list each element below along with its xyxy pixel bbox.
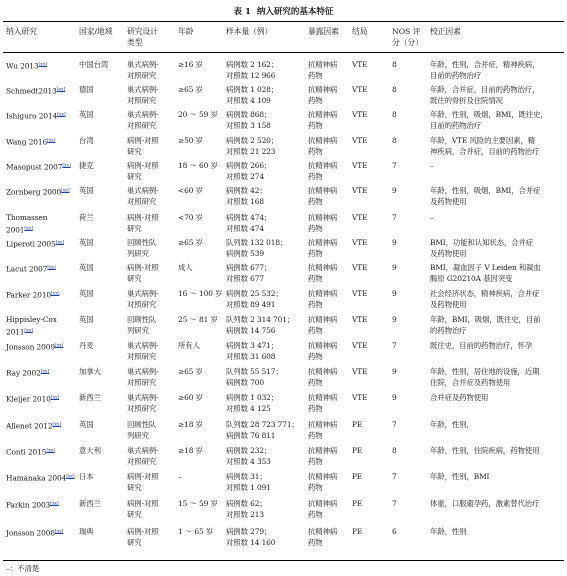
reference-link[interactable]: [xx]	[38, 62, 47, 67]
sample-cell: 病例数 677； 对照数 677	[226, 263, 272, 284]
study-cell	[6, 445, 55, 458]
reference-link[interactable]: [xx]	[66, 474, 75, 479]
outcome-cell: VTE	[352, 289, 368, 298]
reference-link[interactable]: [xx]	[46, 448, 55, 453]
study-cell	[6, 59, 47, 72]
outcome-cell: PE	[352, 527, 363, 536]
sample-cell: 病例数 1 028； 对照数 4 109	[226, 85, 279, 106]
study-name: Thomassen 2001	[6, 213, 48, 235]
sample-cell: 队列数 132 018； 病例数 539	[226, 238, 288, 259]
sample-cell: 病例数 279； 对照数 14 160	[226, 527, 276, 548]
design-cell: 巢式病例- 对照研究	[127, 85, 159, 106]
header-study: 纳入研究	[6, 27, 37, 36]
reference-link[interactable]: [xx]	[24, 328, 33, 334]
outcome-cell: VTE	[352, 136, 368, 145]
exposure-cell: 抗精神病 药物	[308, 289, 338, 310]
study-cell	[6, 237, 64, 250]
exposure-cell: 抗精神病 药物	[308, 213, 338, 234]
exposure-cell: 抗精神病 药物	[308, 186, 338, 207]
adjust-cell: 年龄，性别，吸烟，BMI，既往史， 目前的药物治疗	[430, 110, 548, 131]
design-cell: 巢式病例- 对照研究	[127, 186, 159, 207]
design-cell: 巢式病例- 对照研究	[127, 60, 159, 81]
nos-cell: 8	[392, 60, 397, 69]
age-cell: ≥16 岁	[178, 60, 203, 69]
study-name: Wang 2016	[6, 137, 48, 147]
outcome-cell: VTE	[352, 263, 368, 272]
study-cell	[6, 185, 69, 198]
age-cell: ≥65 岁	[178, 85, 203, 94]
study-cell	[6, 288, 59, 301]
design-cell: 回顾性队 列研究	[127, 238, 157, 259]
design-cell: 回顾性队 列研究	[127, 315, 157, 336]
nos-cell: 7	[392, 341, 397, 350]
reference-link[interactable]: [xx]	[52, 422, 61, 427]
design-cell: 病例-对照 研究	[127, 499, 159, 520]
outcome-cell: VTE	[352, 213, 368, 222]
age-cell: 20 ～ 59 岁	[178, 110, 218, 119]
sample-cell: 队列数 2 314 701； 病例数 14 756	[226, 315, 295, 336]
reference-link[interactable]: [xx]	[61, 188, 70, 193]
adjust-cell: 体重，口服避孕药，激素替代治疗	[430, 499, 540, 508]
adjust-cell: 既往史，目前的药物治疗，怀孕	[430, 341, 533, 350]
study-name: Allenet 2012	[6, 421, 53, 431]
reference-link[interactable]: [xx]	[57, 112, 66, 117]
study-cell	[6, 526, 63, 539]
nos-cell: 8	[392, 446, 397, 455]
outcome-cell: VTE	[352, 341, 368, 350]
country-cell: 英国	[79, 420, 94, 429]
study-name: Ishiguro 2014	[6, 111, 58, 121]
age-cell: 16 ～ 100 岁	[178, 289, 223, 298]
exposure-cell: 抗精神病 药物	[308, 263, 338, 284]
design-cell: 巢式病例- 对照研究	[127, 446, 159, 467]
study-name: Zornberg 2000	[6, 187, 62, 197]
age-cell: 15 ～ 59 岁	[178, 499, 218, 508]
study-cell	[6, 212, 47, 236]
study-name: Masopust 2007	[6, 162, 63, 172]
adjust-cell: BMI，凝血因子 V Leiden 和凝血 酶原 G20210A 基因突变	[430, 263, 541, 284]
sample-cell: 队列数 55 517； 病例数 700	[226, 367, 283, 388]
nos-cell: 9	[392, 289, 397, 298]
reference-link[interactable]: [xx]	[24, 226, 33, 232]
study-cell	[6, 366, 49, 379]
country-cell: 英国	[79, 289, 94, 298]
nos-cell: 7	[392, 420, 397, 429]
outcome-cell: VTE	[352, 367, 368, 376]
nos-cell: 7	[392, 213, 397, 222]
country-cell: 荷兰	[79, 213, 94, 222]
adjust-cell: 合并症及药物使用	[430, 393, 489, 402]
age-cell: ≥18 岁	[178, 446, 203, 455]
reference-link[interactable]: [xx]	[47, 265, 56, 270]
reference-link[interactable]: [xx]	[62, 163, 71, 168]
nos-cell: 7	[392, 161, 397, 170]
adjust-cell: 年龄，性别，居住地的设施，近期 住院，合并症及药物使用	[430, 367, 540, 388]
country-cell: 新西兰	[79, 499, 101, 508]
reference-link[interactable]: [xx]	[50, 501, 59, 506]
design-cell: 巢式病例- 对照研究	[127, 393, 159, 414]
design-cell: 巢式病例- 对照研究	[127, 289, 159, 310]
study-name: Jonsson 2008	[6, 528, 55, 538]
study-name: Conti 2015	[6, 447, 47, 457]
exposure-cell: 抗精神病 药物	[308, 393, 338, 414]
country-cell: 英国	[79, 186, 94, 195]
study-name: Parkin 2003	[6, 500, 51, 510]
country-cell: 丹麦	[79, 341, 94, 350]
country-cell: 英国	[79, 238, 94, 247]
country-cell: 英国	[79, 110, 94, 119]
study-cell	[6, 471, 75, 484]
country-cell: 日本	[79, 472, 94, 481]
sample-cell: 病例数 2 162； 对照数 12 966	[226, 60, 279, 81]
adjust-cell: 年龄，性别，住院疾病，药物使用	[430, 446, 540, 455]
adjust-cell: 社会经济状态，精神疾病，合并症 及药物使用	[430, 289, 540, 310]
study-cell	[6, 314, 57, 338]
reference-link[interactable]: [xx]	[55, 240, 64, 245]
exposure-cell: 抗精神病 药物	[308, 238, 338, 259]
age-cell: 25 ～ 81 岁	[178, 315, 218, 324]
outcome-cell: VTE	[352, 161, 368, 170]
exposure-cell: 抗精神病 药物	[308, 499, 338, 520]
exposure-cell: 抗精神病 药物	[308, 420, 338, 441]
outcome-cell: VTE	[352, 238, 368, 247]
exposure-cell: 抗精神病 药物	[308, 472, 338, 493]
sample-cell: 病例数 2 520； 对照数 21 223	[226, 136, 279, 157]
outcome-cell: VTE	[352, 186, 368, 195]
adjust-cell: 年龄，性别	[430, 527, 467, 536]
nos-cell: 7	[392, 472, 397, 481]
study-name: Kleijer 2010	[6, 394, 51, 404]
study-name: Schmedt2013	[6, 86, 57, 96]
adjust-cell: 年龄，性别，合并症，精神疾病， 目前的药物治疗	[430, 60, 540, 81]
adjust-cell: BMI，功能和认知状态，合并症 及药物使用	[430, 238, 534, 259]
adjust-cell: –	[430, 161, 434, 170]
country-cell: 新西兰	[79, 393, 101, 402]
nos-cell: 9	[392, 263, 397, 272]
age-cell: <70 岁	[178, 213, 203, 222]
header-sample: 样本量（例）	[226, 27, 273, 36]
sample-cell: 病例数 42； 对照数 168	[226, 186, 267, 207]
nos-cell: 8	[392, 136, 397, 145]
age-cell: ≥60 岁	[178, 393, 203, 402]
bottom-rule	[3, 560, 564, 561]
exposure-cell: 抗精神病 药物	[308, 60, 338, 81]
exposure-cell: 抗精神病 药物	[308, 110, 338, 131]
country-cell: 台湾	[79, 136, 94, 145]
nos-cell: 8	[392, 110, 397, 119]
age-cell: 所有人	[178, 341, 200, 350]
study-name: Hippisley-Cox 2011	[6, 315, 57, 337]
header-exposure: 暴露因素	[308, 27, 339, 36]
study-name: Wu 2013	[6, 61, 39, 71]
nos-cell: 9	[392, 238, 397, 247]
sample-cell: 病例数 474； 对照数 474	[226, 213, 272, 234]
sample-cell: 病例数 25 532； 对照数 89 491	[226, 289, 283, 310]
adjust-cell: –	[430, 213, 434, 222]
country-cell: 意大利	[79, 446, 101, 455]
outcome-cell: VTE	[352, 85, 368, 94]
reference-link[interactable]: [xx]	[56, 87, 66, 92]
study-cell	[6, 419, 61, 432]
age-cell: 18 ～ 60 岁	[178, 161, 218, 170]
exposure-cell: 抗精神病 药物	[308, 315, 338, 336]
sample-cell: 病例数 31； 对照数 1 091	[226, 472, 271, 493]
outcome-cell: VTE	[352, 110, 368, 119]
country-cell: 德国	[79, 85, 94, 94]
exposure-cell: 抗精神病 药物	[308, 367, 338, 388]
outcome-cell: PE	[352, 420, 363, 429]
nos-cell: 9	[392, 315, 397, 324]
nos-cell: 9	[392, 186, 397, 195]
outcome-cell: PE	[352, 499, 363, 508]
age-cell: 成人	[178, 263, 193, 272]
study-name: Ray 2002	[6, 368, 41, 378]
sample-cell: 病例数 868； 对照数 3 158	[226, 110, 272, 131]
reference-link[interactable]: [xx]	[54, 343, 64, 348]
sample-cell: 病例数 232； 对照数 4 353	[226, 446, 272, 467]
table-caption	[0, 5, 567, 17]
reference-link[interactable]: [xx]	[51, 291, 60, 296]
design-cell: 病例-对照 研究	[127, 136, 159, 157]
age-cell: ≥18 岁	[178, 420, 203, 429]
design-cell: 病例-对照 研究	[127, 263, 159, 284]
outcome-cell: VTE	[352, 393, 368, 402]
nos-cell: 9	[392, 393, 397, 402]
study-name: Liperoti 2005	[6, 239, 56, 249]
age-cell: ≥50 岁	[178, 136, 203, 145]
adjust-cell: 年龄，BMI，吸烟，既往史，目前 的药物治疗	[430, 315, 541, 336]
nos-cell: 7	[392, 499, 397, 508]
table-footnote: –：不清楚	[6, 564, 40, 573]
study-name: Lacut 2007	[6, 264, 48, 274]
adjust-cell: 年龄，性别，吸烟，BMI，合并症 及药物使用	[430, 186, 541, 207]
study-cell	[6, 498, 59, 511]
study-name: Hamanaka 2004	[6, 473, 67, 483]
header-country: 国家/地域	[79, 27, 113, 36]
header-rule	[3, 52, 564, 53]
adjust-cell: 年龄，性别，BMI	[430, 472, 490, 481]
study-cell	[6, 262, 56, 275]
reference-link[interactable]: [xx]	[47, 138, 56, 143]
header-outcome: 结局	[352, 27, 368, 36]
country-cell: 英国	[79, 315, 94, 324]
study-cell	[6, 340, 63, 353]
design-cell: 病例-对照 研究	[127, 161, 159, 182]
header-design: 研究设计 类型	[127, 27, 158, 47]
nos-cell: 6	[392, 527, 397, 536]
country-cell: 瑞典	[79, 527, 94, 536]
table-label: 表 1	[233, 7, 251, 17]
study-cell	[6, 109, 66, 122]
study-cell	[6, 160, 71, 173]
design-cell: 巢式病例- 对照研究	[127, 367, 159, 388]
study-name: Parker 2010	[6, 290, 52, 300]
country-cell: 英国	[79, 263, 94, 272]
adjust-cell: 年龄，VTE 风险的主要因素，精 神疾病，合并症，目前的药物治疗	[430, 136, 540, 157]
top-rule	[3, 21, 564, 22]
country-cell: 捷克	[79, 161, 94, 170]
design-cell: 病例-对照 研究	[127, 472, 159, 493]
exposure-cell: 抗精神病 药物	[308, 446, 338, 467]
nos-cell: 8	[392, 85, 397, 94]
outcome-cell: PE	[352, 472, 363, 481]
outcome-cell: VTE	[352, 315, 368, 324]
header-adjust: 校正因素	[430, 27, 461, 36]
reference-link[interactable]: [xx]	[40, 369, 50, 374]
age-cell: 1 ～ 65 岁	[178, 527, 214, 536]
adjust-cell: 年龄，性别，	[430, 420, 474, 429]
reference-link[interactable]: [xx]	[54, 529, 64, 534]
sample-cell: 病例数 3 471； 对照数 31 608	[226, 341, 279, 362]
study-cell	[6, 392, 59, 405]
design-cell: 巢式病例- 对照研究	[127, 110, 159, 131]
study-cell	[6, 84, 65, 97]
design-cell: 病例-对照 研究	[127, 527, 159, 548]
sample-cell: 病例数 1 032； 对照数 4 125	[226, 393, 279, 414]
exposure-cell: 抗精神病 药物	[308, 527, 338, 548]
sample-cell: 队列数 28 723 771； 病例数 76 811	[226, 420, 299, 441]
outcome-cell: VTE	[352, 60, 368, 69]
exposure-cell: 抗精神病 药物	[308, 136, 338, 157]
reference-link[interactable]: [xx]	[50, 395, 60, 400]
age-cell: ≥65 岁	[178, 367, 203, 376]
header-age: 年龄	[178, 27, 194, 36]
exposure-cell: 抗精神病 药物	[308, 161, 338, 182]
country-cell: 加拿大	[79, 367, 101, 376]
age-cell: –	[178, 472, 182, 481]
exposure-cell: 抗精神病 药物	[308, 85, 338, 106]
age-cell: ≥65 岁	[178, 238, 203, 247]
header-nos: NOS 评 分（分）	[392, 27, 423, 47]
study-cell	[6, 135, 55, 148]
age-cell: <60 岁	[178, 186, 203, 195]
design-cell: 病例-对照 研究	[127, 213, 159, 234]
outcome-cell: PE	[352, 446, 363, 455]
sample-cell: 病例数 62； 对照数 213	[226, 499, 267, 520]
nos-cell: 9	[392, 367, 397, 376]
adjust-cell: 年龄，合并症，目前的药物治疗， 既往的骨折及住院情况	[430, 85, 540, 106]
exposure-cell: 抗精神病 药物	[308, 341, 338, 362]
table-title: 纳入研究的基本特征	[256, 7, 334, 17]
design-cell: 巢式病例- 对照研究	[127, 341, 159, 362]
country-cell: 中国台湾	[79, 60, 109, 69]
sample-cell: 病例数 266； 对照数 274	[226, 161, 272, 182]
design-cell: 回顾性队 列研究	[127, 420, 157, 441]
study-name: Jonsson 2009	[6, 342, 55, 352]
